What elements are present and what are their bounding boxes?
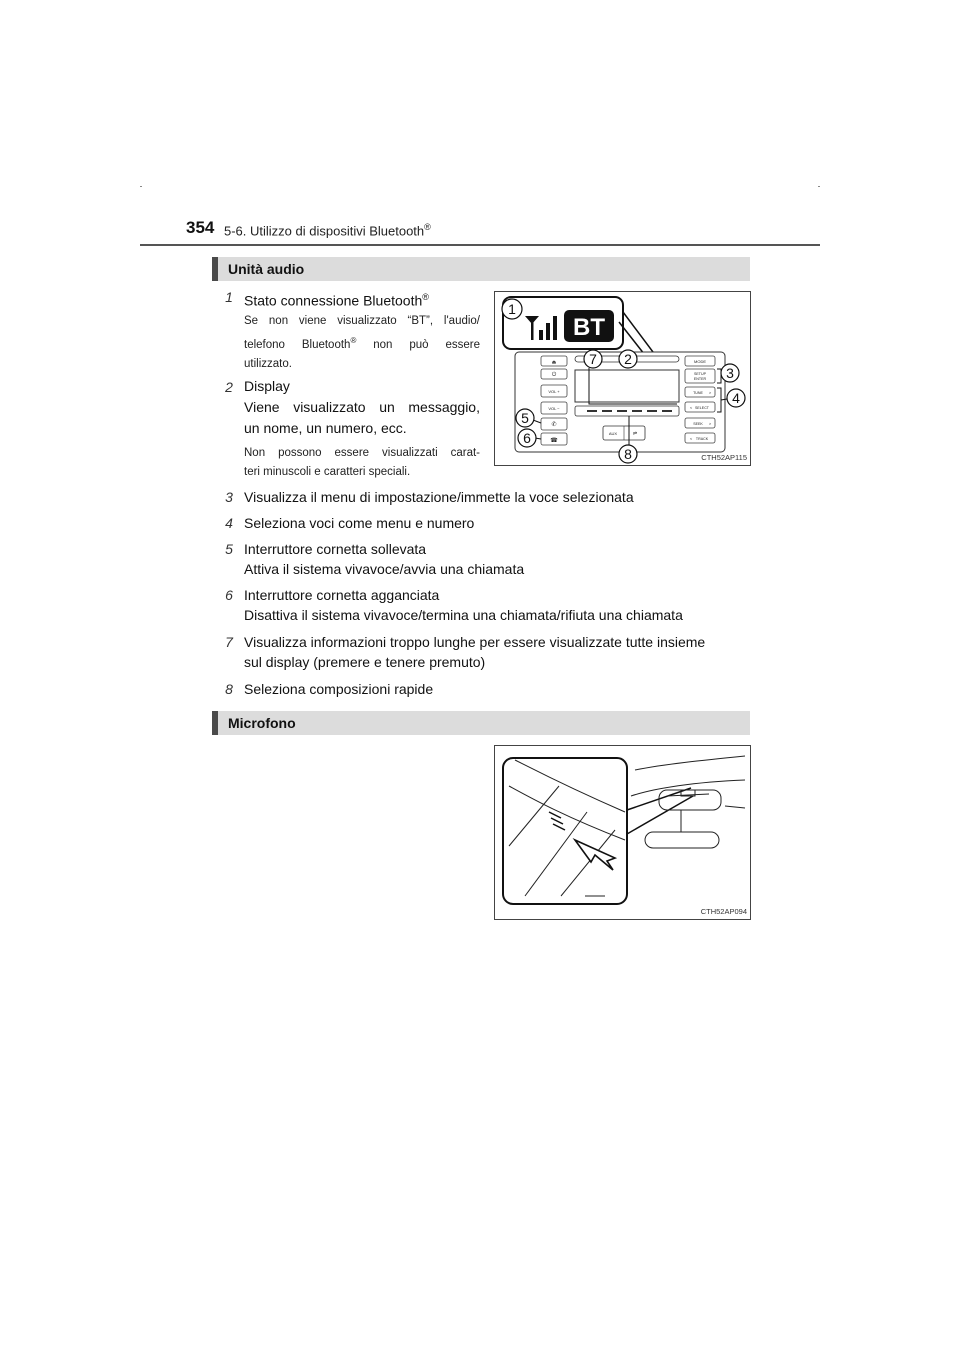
- item-number: 3: [225, 489, 233, 505]
- registered-mark: ®: [422, 292, 429, 302]
- header-rule: [140, 244, 820, 246]
- crop-mark: [818, 186, 820, 187]
- crop-mark: [140, 186, 142, 187]
- microphone-illustration: [495, 746, 750, 919]
- item-title: [244, 632, 705, 672]
- registered-mark: ®: [350, 336, 357, 345]
- running-head: [224, 222, 431, 238]
- svg-text:>: >: [708, 421, 712, 426]
- note-line: [244, 331, 480, 355]
- svg-text:<: <: [689, 405, 693, 410]
- setup-label: SETUP: [694, 372, 706, 376]
- item-note: [244, 444, 480, 482]
- svg-text:⏏: ⏏: [551, 359, 557, 366]
- callout-2: 2: [624, 351, 632, 367]
- item-title: Seleziona voci come menu e numero: [244, 515, 475, 531]
- item-number: 2: [225, 379, 233, 395]
- item-title: Seleziona composizioni rapide: [244, 681, 434, 697]
- item-title-text: Interruttore cornetta sollevata: [244, 541, 427, 557]
- item-number: 6: [225, 587, 233, 603]
- item-title: Visualizza il menu di impostazione/immette la voce selezionata: [244, 489, 634, 505]
- note-line: Se non viene visualizzato “BT”, l'audio/: [244, 315, 480, 327]
- svg-text:<: <: [689, 436, 693, 441]
- display-screen: [575, 370, 679, 402]
- usb-icon: ⇌: [632, 431, 638, 437]
- note-line: teri minuscoli e caratteri speciali.: [244, 466, 411, 478]
- item-text-line: Disattiva il sistema vivavoce/termina una chiamata/rifiuta una chiamata: [244, 607, 683, 623]
- item-note: [244, 312, 480, 374]
- callout-8: 8: [624, 446, 632, 462]
- section-heading-microphone: Microfono: [212, 711, 750, 735]
- item-title-text: Display: [244, 378, 290, 394]
- figure-code: CTH52AP094: [700, 907, 747, 916]
- tune-label: TUNE: [693, 391, 703, 395]
- note-line: utilizzato.: [244, 357, 292, 370]
- microphone-figure: [494, 745, 751, 920]
- phone-on-icon: ✆: [551, 422, 557, 428]
- mode-label: MODE: [694, 359, 706, 364]
- callout-7: 7: [589, 351, 597, 367]
- callout-1: 1: [508, 301, 516, 317]
- note-text: non può essere: [356, 338, 480, 351]
- item-title-text: Visualizza informazioni troppo lunghe per essere visualizzate tutte insieme: [244, 634, 706, 650]
- vol-up-label: VOL +: [548, 389, 560, 394]
- svg-text:>: >: [708, 390, 712, 395]
- item-title: [244, 539, 524, 579]
- item-title-text: Stato connessione Bluetooth: [244, 292, 423, 309]
- callout-6: 6: [523, 430, 531, 446]
- item-title-text: Interruttore cornetta agganciata: [244, 587, 440, 603]
- item-text-line: sul display (premere e tenere premuto): [244, 654, 486, 670]
- track-label: TRACK: [695, 437, 709, 441]
- enter-label: ENTER: [693, 377, 707, 381]
- callout-5: 5: [521, 410, 529, 426]
- callout-4: 4: [732, 390, 740, 406]
- item-text-line: un nome, un numero, ecc.: [244, 420, 407, 436]
- figure-code: CTH52AP115: [701, 453, 747, 462]
- item-number: 7: [225, 634, 233, 650]
- note-line: Non possono essere visualizzati carat-: [244, 447, 480, 459]
- item-number: 1: [225, 289, 233, 305]
- item-number: 8: [225, 681, 233, 697]
- item-text-line: Viene visualizzato un messaggio,: [244, 399, 480, 415]
- note-text: telefono Bluetooth: [244, 338, 351, 351]
- phone-off-icon: ☎: [550, 438, 558, 444]
- vol-down-label: VOL −: [548, 406, 560, 411]
- aux-label: AUX: [608, 431, 618, 436]
- seek-label: SEEK: [693, 422, 703, 426]
- page-number: 354: [186, 218, 215, 237]
- item-title: [244, 585, 683, 625]
- svg-text:⏻: ⏻: [551, 372, 557, 378]
- item-title: [244, 287, 429, 311]
- item-number: 4: [225, 515, 233, 531]
- audio-unit-illustration: [495, 292, 750, 465]
- item-number: 5: [225, 541, 233, 557]
- section-heading-audio-unit: Unità audio: [212, 257, 750, 281]
- callout-3: 3: [726, 365, 734, 381]
- audio-unit-figure: [494, 291, 751, 466]
- bt-label: BT: [573, 314, 605, 341]
- registered-mark: ®: [424, 222, 431, 232]
- select-label: SELECT: [695, 406, 709, 410]
- item-title: [244, 376, 480, 439]
- item-text-line: Attiva il sistema vivavoce/avvia una chiamata: [244, 561, 525, 577]
- running-head-text: 5-6. Utilizzo di dispositivi Bluetooth: [224, 223, 425, 239]
